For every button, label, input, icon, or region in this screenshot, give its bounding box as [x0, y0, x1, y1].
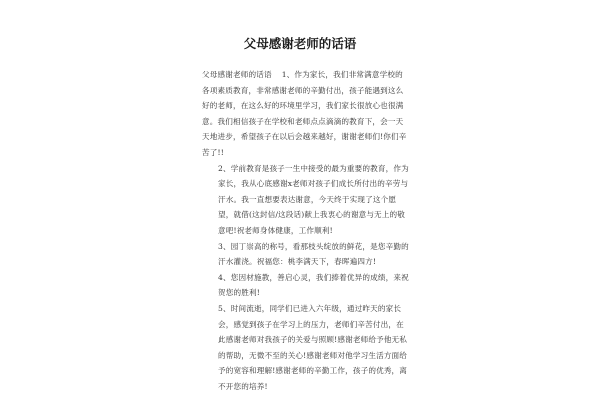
document-body [202, 67, 410, 394]
paragraph-5: 5、时间流逝，同学们已进入六年级，通过昨天的家长会，感觉到孩子在学习上的压力，老师们辛苦付出，在此感谢老师对我孩子的关爱与照顾!感谢老师给予他无私的帮助，无微不至的关心!感谢老师对他学习生活方面给予的宽容和理解!感谢老师的辛勤工作，孩子的优秀，离不开您的培养! [218, 303, 408, 391]
paragraph-1 [202, 67, 410, 161]
document-title: 父母感谢老师的话语 [243, 36, 357, 51]
paragraph-3: 3、园丁崇高的称号，看那枝头绽放的鲜花，是您辛勤的汗水灌浇。祝福您：桃李满天下，春晖遍四方! [218, 241, 409, 267]
paragraph-2: 2、学前教育是孩子一生中接受的最为重要的教育，作为家长，我从心底感谢x老师对孩子们成长所付出的辛劳与汗水。我一直想要表达谢意，今天终于实现了这个愿望，就借(这封信/这段话)献上我衷心的谢意与无上的敬意吧!祝老师身体健康，工作顺利! [218, 163, 409, 235]
paragraph-1-text: 1、作为家长，我们非常满意学校的各项素质教育，非常感谢老师的辛勤付出，孩子能遇到这么好的老师，在这么好的环境里学习，我们家长很放心也很满意。我们相信孩子在学校和老师点点滴滴的教育下，会一天天地进步，希望孩子在以后会越来越好，谢谢老师们!你们辛苦了!! [202, 70, 407, 157]
inline-heading: 父母感谢老师的话语 [202, 70, 272, 79]
paragraph-4: 4、您因材施教，善启心灵，我们捧着优异的成绩，来祝贺您的胜利! [218, 272, 409, 298]
